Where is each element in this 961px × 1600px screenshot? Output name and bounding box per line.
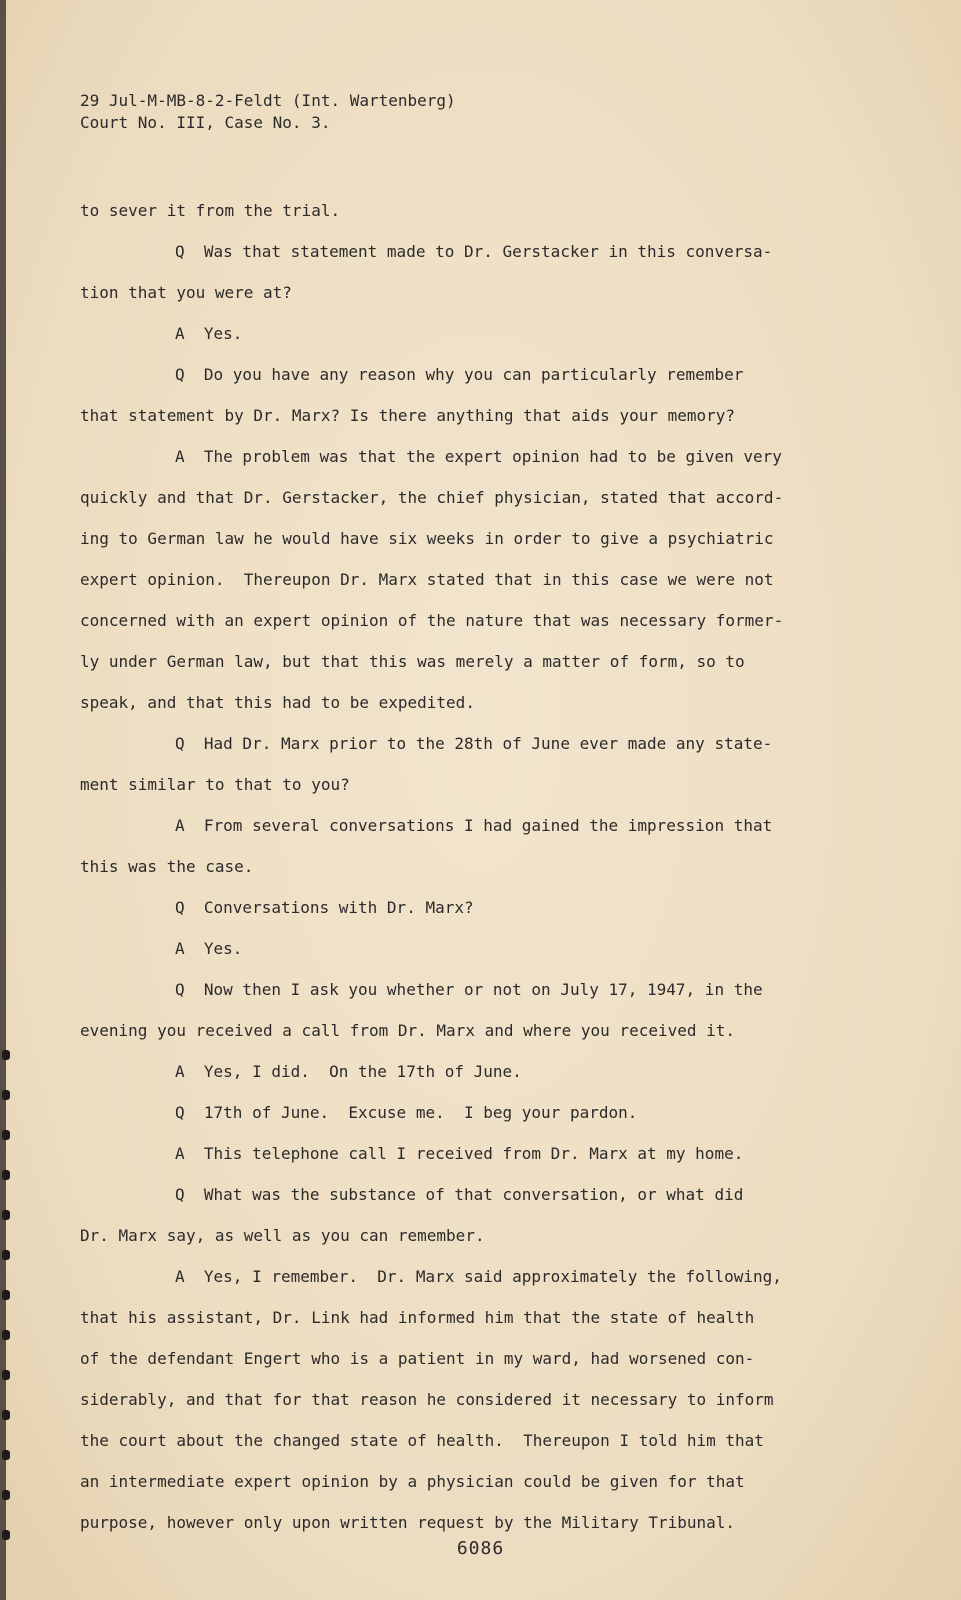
binding-hole: [2, 1130, 10, 1140]
transcript-line: an intermediate expert opinion by a physician could be given for that: [80, 1472, 745, 1491]
transcript-line: A From several conversations I had gained the impression that: [175, 816, 773, 835]
binding-hole: [2, 1370, 10, 1380]
transcript-line: ment similar to that to you?: [80, 775, 350, 794]
transcript-line: Q Was that statement made to Dr. Gerstacker in this conversa-: [175, 242, 773, 261]
transcript-line: Dr. Marx say, as well as you can remember.: [80, 1226, 485, 1245]
binding-hole: [2, 1210, 10, 1220]
transcript-line: purpose, however only upon written request by the Military Tribunal.: [80, 1513, 736, 1532]
transcript-line: that statement by Dr. Marx? Is there anything that aids your memory?: [80, 406, 736, 425]
binding-hole: [2, 1090, 10, 1100]
header-line-1: 29 Jul-M-MB-8-2-Feldt (Int. Wartenberg): [80, 91, 456, 110]
binding-hole: [2, 1410, 10, 1420]
binding-hole: [2, 1330, 10, 1340]
transcript-line: the court about the changed state of health. Thereupon I told him that: [80, 1431, 764, 1450]
transcript-line: Q What was the substance of that conversation, or what did: [175, 1185, 744, 1204]
transcript-line: A This telephone call I received from Dr. Marx at my home.: [175, 1144, 744, 1163]
binding-hole: [2, 1170, 10, 1180]
binding-hole: [2, 1450, 10, 1460]
transcript-line: concerned with an expert opinion of the nature that was necessary former-: [80, 611, 784, 630]
transcript-body: [80, 190, 830, 1543]
transcript-line: A The problem was that the expert opinion had to be given very: [175, 447, 782, 466]
transcript-line: tion that you were at?: [80, 283, 292, 302]
transcript-line: speak, and that this had to be expedited.: [80, 693, 475, 712]
header-line-2: Court No. III, Case No. 3.: [80, 113, 331, 132]
binding-hole: [2, 1490, 10, 1500]
transcript-line: A Yes.: [175, 324, 243, 343]
transcript-line: that his assistant, Dr. Link had informed him that the state of health: [80, 1308, 755, 1327]
transcript-line: Q 17th of June. Excuse me. I beg your pardon.: [175, 1103, 638, 1122]
binding-hole: [2, 1250, 10, 1260]
transcript-line: of the defendant Engert who is a patient in my ward, had worsened con-: [80, 1349, 755, 1368]
transcript-line: expert opinion. Thereupon Dr. Marx stated that in this case we were not: [80, 570, 774, 589]
binding-hole: [2, 1050, 10, 1060]
transcript-line: Q Had Dr. Marx prior to the 28th of June ever made any state-: [175, 734, 773, 753]
transcript-line: A Yes, I did. On the 17th of June.: [175, 1062, 522, 1081]
transcript-line: Q Do you have any reason why you can particularly remember: [175, 365, 744, 384]
binding-holes: [0, 1050, 14, 1570]
transcript-line: ly under German law, but that this was merely a matter of form, so to: [80, 652, 745, 671]
binding-hole: [2, 1290, 10, 1300]
transcript-line: to sever it from the trial.: [80, 201, 341, 220]
document-header: [80, 90, 456, 134]
transcript-line: quickly and that Dr. Gerstacker, the chief physician, stated that accord-: [80, 488, 784, 507]
transcript-line: ing to German law he would have six weeks in order to give a psychiatric: [80, 529, 774, 548]
transcript-line: Q Now then I ask you whether or not on July 17, 1947, in the: [175, 980, 763, 999]
transcript-line: evening you received a call from Dr. Marx and where you received it.: [80, 1021, 736, 1040]
transcript-line: this was the case.: [80, 857, 254, 876]
transcript-line: A Yes, I remember. Dr. Marx said approximately the following,: [175, 1267, 782, 1286]
transcript-line: siderably, and that for that reason he considered it necessary to inform: [80, 1390, 774, 1409]
page-number: 6086: [456, 1538, 505, 1559]
transcript-line: A Yes.: [175, 939, 243, 958]
transcript-line: Q Conversations with Dr. Marx?: [175, 898, 474, 917]
